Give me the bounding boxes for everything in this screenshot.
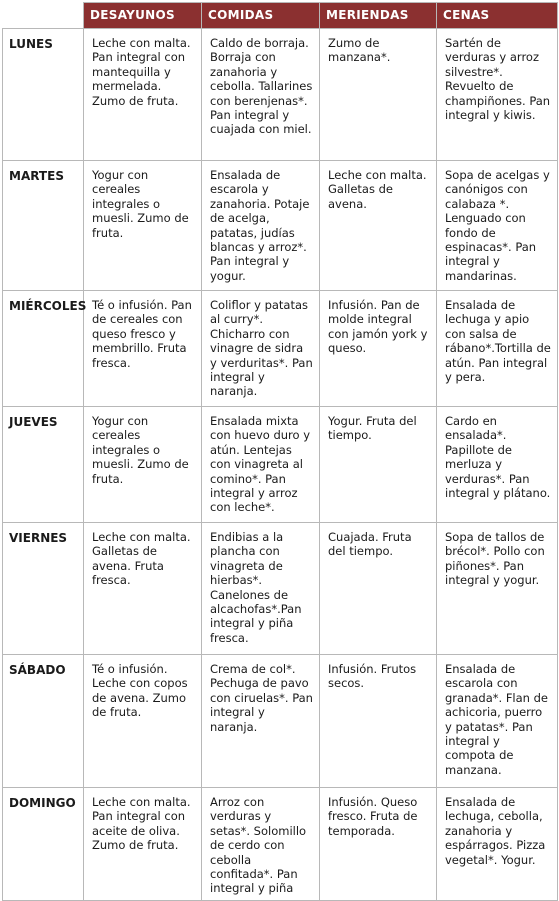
table-row	[3, 407, 558, 523]
table-header	[3, 3, 558, 29]
desayuno-cell: Yogur con cereales integrales o muesli. Zumo de fruta.	[84, 161, 202, 291]
header-cenas: CENAS	[437, 3, 558, 29]
desayuno-cell: Yogur con cereales integrales o muesli. Zumo de fruta.	[84, 407, 202, 523]
comida-cell: Ensalada de escarola y zanahoria. Potaje de acelga, patatas, judías blancas y arroz*. Pan integral y yogur.	[202, 161, 320, 291]
header-corner-cell	[3, 3, 84, 29]
header-comidas: COMIDAS	[202, 3, 320, 29]
merienda-cell: Infusión. Frutos secos.	[320, 655, 437, 788]
table-row	[3, 161, 558, 291]
merienda-cell: Cuajada. Fruta del tiempo.	[320, 523, 437, 655]
merienda-cell: Infusión. Pan de molde integral con jamón york y queso.	[320, 291, 437, 407]
comida-cell: Caldo de borraja. Borraja con zanahoria y cebolla. Tallarines con berenjenas*. Pan integral y cuajada con miel.	[202, 29, 320, 161]
weekly-menu-table	[2, 2, 558, 901]
day-label: MIÉRCOLES	[3, 291, 84, 407]
day-label: SÁBADO	[3, 655, 84, 788]
cena-cell: Cardo en ensalada*. Papillote de merluza y verduras*. Pan integral y plátano.	[437, 407, 558, 523]
header-desayunos: DESAYUNOS	[84, 3, 202, 29]
cena-cell: Ensalada de escarola con granada*. Flan de achicoria, puerro y patatas*. Pan integral y compota de manzana.	[437, 655, 558, 788]
merienda-cell: Leche con malta. Galletas de avena.	[320, 161, 437, 291]
merienda-cell: Zumo de manzana*.	[320, 29, 437, 161]
day-label: LUNES	[3, 29, 84, 161]
table-row	[3, 788, 558, 901]
comida-cell: Coliflor y patatas al curry*. Chicharro con vinagre de sidra y verduritas*. Pan integral y naranja.	[202, 291, 320, 407]
cena-cell: Sopa de tallos de brécol*. Pollo con piñones*. Pan integral y yogur.	[437, 523, 558, 655]
day-label: DOMINGO	[3, 788, 84, 901]
desayuno-cell: Leche con malta. Pan integral con mantequilla y mermelada. Zumo de fruta.	[84, 29, 202, 161]
day-label: JUEVES	[3, 407, 84, 523]
desayuno-cell: Té o infusión. Pan de cereales con queso fresco y membrillo. Fruta fresca.	[84, 291, 202, 407]
header-row	[3, 3, 558, 29]
merienda-cell: Yogur. Fruta del tiempo.	[320, 407, 437, 523]
cena-cell: Ensalada de lechuga y apio con salsa de rábano*.Tortilla de atún. Pan integral y pera.	[437, 291, 558, 407]
day-label: MARTES	[3, 161, 84, 291]
day-label: VIERNES	[3, 523, 84, 655]
table-row	[3, 523, 558, 655]
desayuno-cell: Leche con malta. Galletas de avena. Fruta fresca.	[84, 523, 202, 655]
table-row	[3, 29, 558, 161]
desayuno-cell: Leche con malta. Pan integral con aceite de oliva. Zumo de fruta.	[84, 788, 202, 901]
comida-cell: Endibias a la plancha con vinagreta de hierbas*. Canelones de alcachofas*.Pan integral y piña fresca.	[202, 523, 320, 655]
table-row	[3, 291, 558, 407]
table-body	[3, 29, 558, 901]
header-meriendas: MERIENDAS	[320, 3, 437, 29]
comida-cell: Crema de col*. Pechuga de pavo con ciruelas*. Pan integral y naranja.	[202, 655, 320, 788]
cena-cell: Sopa de acelgas y canónigos con calabaza *. Lenguado con fondo de espinacas*. Pan integral y mandarinas.	[437, 161, 558, 291]
comida-cell: Ensalada mixta con huevo duro y atún. Lentejas con vinagreta al comino*. Pan integral y arroz con leche*.	[202, 407, 320, 523]
merienda-cell: Infusión. Queso fresco. Fruta de temporada.	[320, 788, 437, 901]
cena-cell: Sartén de verduras y arroz silvestre*. Revuelto de champiñones. Pan integral y kiwis.	[437, 29, 558, 161]
comida-cell: Arroz con verduras y setas*. Solomillo de cerdo con cebolla confitada*. Pan integral y piña	[202, 788, 320, 901]
table-row	[3, 655, 558, 788]
desayuno-cell: Té o infusión. Leche con copos de avena. Zumo de fruta.	[84, 655, 202, 788]
cena-cell: Ensalada de lechuga, cebolla, zanahoria y espárragos. Pizza vegetal*. Yogur.	[437, 788, 558, 901]
